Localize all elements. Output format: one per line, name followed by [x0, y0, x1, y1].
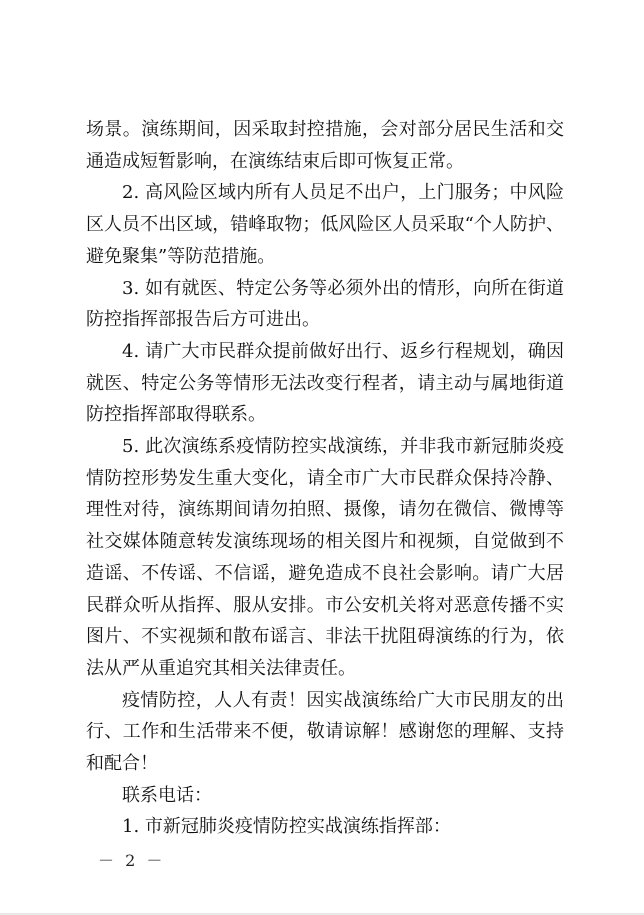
paragraph-continued: 场景。演练期间，因采取封控措施，会对部分居民生活和交通造成短暂影响，在演练结束后即可恢复正常。	[86, 119, 564, 172]
paragraph-item-4: 4. 请广大市民群众提前做好出行、返乡行程规划，确因就医、特定公务等情形无法改变行程者，请主动与属地街道防控指挥部取得联系。	[86, 340, 564, 426]
paragraph-item-5: 5. 此次演练系疫情防控实战演练，并非我市新冠肺炎疫情防控形势发生重大变化，请全市广大市民群众保持冷静、理性对待，演练期间请勿拍照、摄像，请勿在微信、微博等社交媒体随意转发演练现场的相关图片和视频，自觉做到不造谣、不传谣、不信谣，避免造成不良社会影响。请广大居民群众听从指挥、服从安排。市公安机关将对恶意传播不实图片、不实视频和散布谣言、非法干扰阻碍演练的行为，依法从严从重追究其相关法律责任。	[86, 436, 564, 679]
contact-heading: 联系电话：	[122, 784, 212, 806]
page-number: － 2 －	[98, 851, 166, 870]
contact-item-1: 1. 市新冠肺炎疫情防控实战演练指挥部：	[122, 816, 451, 838]
paragraph-item-2: 2. 高风险区域内所有人员足不出户，上门服务；中风险区人员不出区域，错峰取物；低风险区人员采取“个人防护、避免聚集”等防范措施。	[86, 182, 564, 267]
paragraph-item-3: 3. 如有就医、特定公务等必须外出的情形，向所在街道防控指挥部报告后方可进出。	[86, 277, 564, 331]
paragraph-closing: 疫情防控，人人有责！因实战演练给广大市民朋友的出行、工作和生活带来不便，敬请谅解！感谢您的理解、支持和配合！	[86, 689, 564, 775]
body-text	[86, 114, 564, 843]
